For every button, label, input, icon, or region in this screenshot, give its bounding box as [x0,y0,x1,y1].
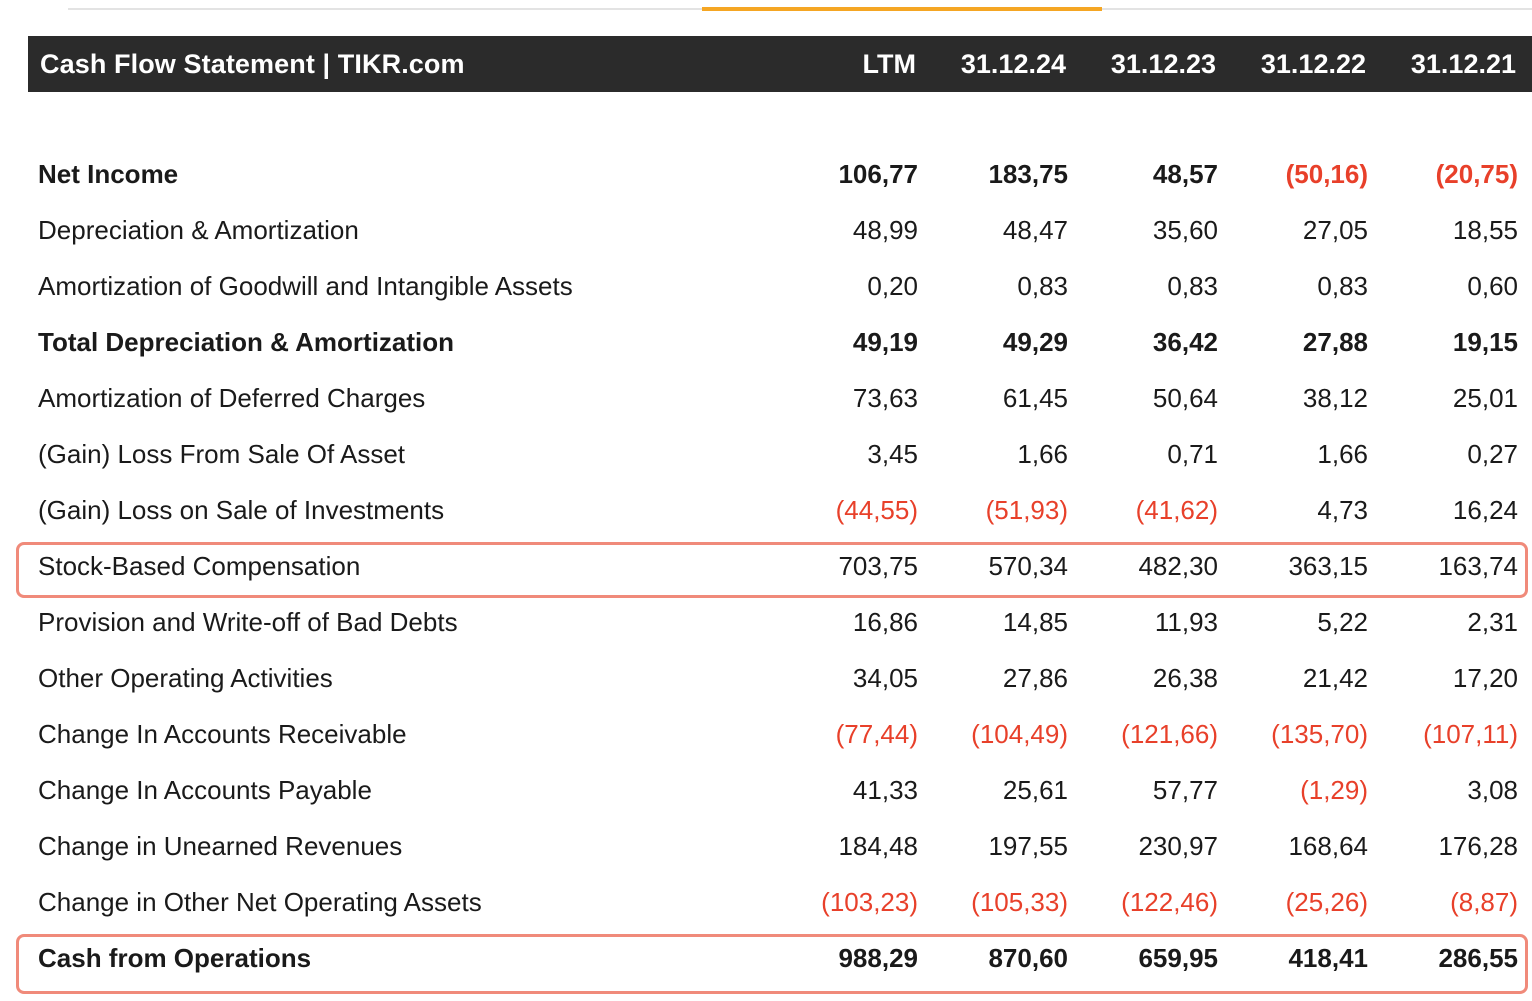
table-row [0,258,1532,314]
row-value-cell: (105,33) [971,886,1068,917]
row-value-cell: 34,05 [852,662,918,693]
row-value-cell: 363,15 [1288,550,1368,581]
row-value-cell: 25,61 [1002,774,1068,805]
row-value-cell: 27,86 [1002,662,1068,693]
row-label: Other Operating Activities [38,662,333,693]
row-value-cell: 2,31 [1467,606,1518,637]
row-value-cell: 49,29 [1002,326,1068,357]
row-value-cell: 418,41 [1288,942,1368,973]
row-value-cell: 3,08 [1467,774,1518,805]
header-col-ltm: LTM [862,48,916,79]
row-value-cell: 27,05 [1302,214,1368,245]
table-row [0,874,1532,930]
row-value-cell: 16,86 [852,606,918,637]
row-value-cell: (25,26) [1285,886,1368,917]
row-value-cell: 25,01 [1452,382,1518,413]
row-label: Provision and Write-off of Bad Debts [38,606,458,637]
row-value-cell: 659,95 [1138,942,1218,973]
row-value-cell: 570,34 [988,550,1068,581]
table-row [0,650,1532,706]
row-value-cell: 61,45 [1002,382,1068,413]
page-title: Cash Flow Statement | TIKR.com [40,48,465,79]
row-value-cell: 38,12 [1302,382,1368,413]
row-value-cell: 50,64 [1152,382,1218,413]
row-label: Change in Other Net Operating Assets [38,886,482,917]
row-values [778,439,1518,470]
row-values [778,159,1518,190]
row-value-cell: (51,93) [985,494,1068,525]
row-value-cell: (50,16) [1285,158,1368,189]
row-value-cell: 0,83 [1167,270,1218,301]
row-values [778,831,1518,862]
table-row [0,314,1532,370]
table-row [0,930,1532,986]
row-value-cell: 0,83 [1017,270,1068,301]
row-value-cell: 17,20 [1452,662,1518,693]
row-value-cell: 35,60 [1152,214,1218,245]
header-col-2021: 31.12.21 [1410,48,1516,79]
row-label: Change in Unearned Revenues [38,830,403,861]
row-label: Net Income [38,158,179,189]
row-value-cell: 48,47 [1002,214,1068,245]
row-value-cell: 988,29 [838,942,918,973]
row-value-cell: 48,57 [1152,158,1218,189]
row-value-cell: 1,66 [1017,438,1068,469]
row-values [778,943,1518,974]
header-col-2023: 31.12.23 [1110,48,1216,79]
row-value-cell: (122,46) [1121,886,1218,917]
row-values [778,383,1518,414]
row-value-cell: 16,24 [1452,494,1518,525]
row-value-cell: (103,23) [821,886,918,917]
row-value-cell: 0,27 [1467,438,1518,469]
row-value-cell: (104,49) [971,718,1068,749]
active-tab-underline [702,7,1102,11]
row-values [778,551,1518,582]
header-col-2022: 31.12.22 [1260,48,1366,79]
row-value-cell: 26,38 [1152,662,1218,693]
row-label: (Gain) Loss on Sale of Investments [38,494,445,525]
row-value-cell: 49,19 [852,326,918,357]
row-value-cell: (107,11) [1423,718,1518,749]
table-row [0,146,1532,202]
table-row [0,706,1532,762]
row-value-cell: (135,70) [1271,718,1368,749]
row-label: Stock-Based Compensation [38,550,361,581]
statement-header-bar [28,36,1532,92]
row-values [778,271,1518,302]
tab-strip [0,0,1532,12]
row-value-cell: 183,75 [988,158,1068,189]
row-value-cell: 18,55 [1452,214,1518,245]
table-row [0,482,1532,538]
row-value-cell: 286,55 [1438,942,1518,973]
row-value-cell: 36,42 [1152,326,1218,357]
row-value-cell: 184,48 [838,830,918,861]
row-value-cell: 73,63 [852,382,918,413]
row-value-cell: 0,71 [1167,438,1218,469]
row-label: Cash from Operations [38,942,312,973]
row-value-cell: 0,20 [867,270,918,301]
row-value-cell: 870,60 [988,942,1068,973]
row-value-cell: 14,85 [1002,606,1068,637]
table-row [0,426,1532,482]
row-value-cell: 106,77 [838,158,918,189]
row-value-cell: (121,66) [1121,718,1218,749]
row-value-cell: (8,87) [1450,886,1518,917]
row-values [778,663,1518,694]
row-value-cell: 230,97 [1138,830,1218,861]
row-values [778,215,1518,246]
row-value-cell: 0,60 [1467,270,1518,301]
row-value-cell: (77,44) [835,718,918,749]
row-value-cell: 0,83 [1317,270,1368,301]
row-value-cell: 482,30 [1138,550,1218,581]
row-values [778,775,1518,806]
row-label: Total Depreciation & Amortization [38,326,455,357]
row-label: Depreciation & Amortization [38,214,359,245]
table-row [0,762,1532,818]
row-value-cell: 41,33 [852,774,918,805]
row-value-cell: (1,29) [1300,774,1368,805]
table-row [0,370,1532,426]
row-value-cell: 5,22 [1317,606,1368,637]
row-value-cell: 57,77 [1152,774,1218,805]
row-value-cell: 3,45 [867,438,918,469]
table-row [0,202,1532,258]
row-label: Amortization of Goodwill and Intangible Assets [38,270,573,301]
cash-flow-table [0,146,1532,986]
row-label: (Gain) Loss From Sale Of Asset [38,438,406,469]
row-value-cell: 1,66 [1317,438,1368,469]
row-value-cell: (41,62) [1135,494,1218,525]
row-value-cell: 168,64 [1288,830,1368,861]
table-row [0,594,1532,650]
row-values [778,887,1518,918]
row-value-cell: 163,74 [1438,550,1518,581]
table-row [0,538,1532,594]
header-col-2024: 31.12.24 [960,48,1066,79]
row-value-cell: 197,55 [988,830,1068,861]
row-value-cell: 48,99 [852,214,918,245]
row-value-cell: 176,28 [1438,830,1518,861]
row-value-cell: (44,55) [835,494,918,525]
row-value-cell: 21,42 [1302,662,1368,693]
row-label: Change In Accounts Payable [38,774,372,805]
row-value-cell: 4,73 [1317,494,1368,525]
row-values [778,607,1518,638]
row-values [778,495,1518,526]
table-row [0,818,1532,874]
row-value-cell: 19,15 [1452,326,1518,357]
row-value-cell: 27,88 [1302,326,1368,357]
row-label: Amortization of Deferred Charges [38,382,426,413]
row-values [778,719,1518,750]
row-value-cell: 11,93 [1154,606,1218,637]
row-value-cell: 703,75 [838,550,918,581]
header-column-group [776,49,1516,80]
row-label: Change In Accounts Receivable [38,718,407,749]
row-values [778,327,1518,358]
row-value-cell: (20,75) [1435,158,1518,189]
